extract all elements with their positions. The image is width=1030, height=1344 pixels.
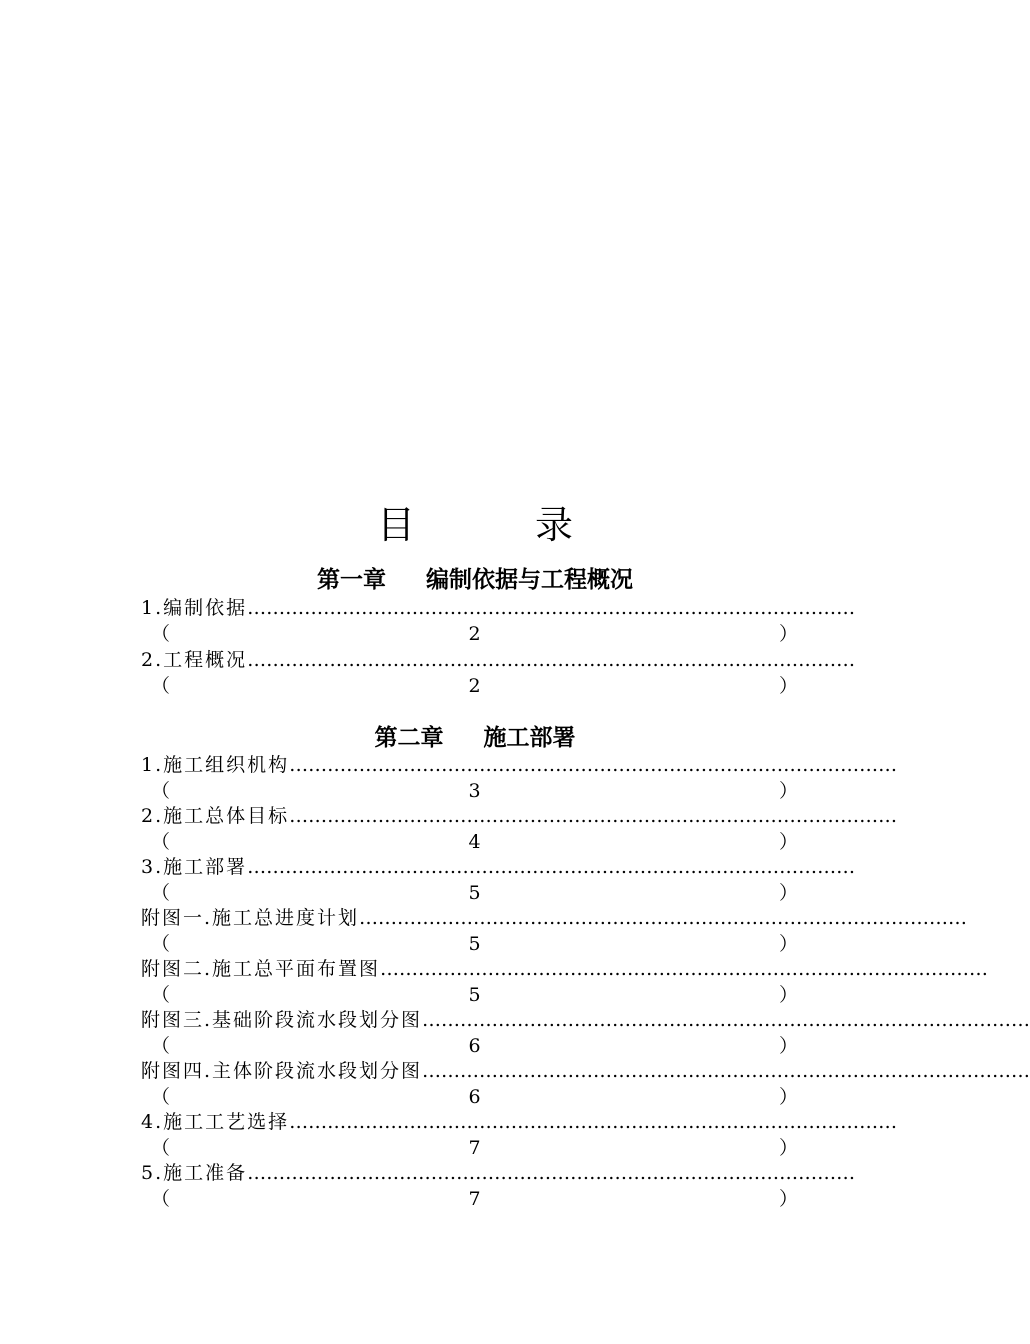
page-number: 4 [468, 831, 481, 853]
open-paren: （ [151, 780, 171, 802]
toc-title-right: 录 [535, 503, 574, 547]
open-paren: （ [151, 1035, 171, 1057]
leader-dots: …………………………………………………………………………………… [247, 856, 856, 878]
chapter-heading-2 [0, 723, 950, 753]
entry-label: 2.施工总体目标 [141, 805, 290, 827]
leader-dots: …………………………………………………………………………………… [289, 1111, 898, 1133]
open-paren: （ [151, 1086, 171, 1108]
toc-entry[interactable] [141, 956, 989, 1008]
open-paren: （ [151, 933, 171, 955]
close-paren: ） [778, 780, 798, 802]
close-paren: ） [778, 1188, 798, 1210]
page-number: 6 [468, 1086, 481, 1108]
open-paren: （ [151, 623, 171, 645]
entry-label: 5.施工准备 [141, 1162, 248, 1184]
toc-entry[interactable] [141, 752, 898, 804]
leader-dots: …………………………………………………………………………………… [289, 805, 898, 827]
page-number: 3 [468, 780, 481, 802]
close-paren: ） [778, 1086, 798, 1108]
toc-entry[interactable] [141, 1007, 1030, 1059]
entry-label: 1.编制依据 [141, 597, 248, 619]
toc-entry[interactable] [141, 803, 898, 855]
chapter-number: 第一章 [317, 567, 386, 593]
toc-entry[interactable] [141, 1109, 898, 1161]
leader-dots: …………………………………………………………………………………… [289, 754, 898, 776]
toc-title [0, 500, 950, 550]
entry-label: 附图四.主体阶段流水段划分图 [141, 1060, 423, 1082]
close-paren: ） [778, 984, 798, 1006]
toc-title-left: 目 [376, 503, 415, 547]
leader-dots: …………………………………………………………………………………… [247, 597, 856, 619]
leader-dots: …………………………………………………………………………………… [359, 907, 968, 929]
open-paren: （ [151, 1188, 171, 1210]
leader-dots: …………………………………………………………………………………… [247, 649, 856, 671]
page-number: 5 [468, 882, 481, 904]
close-paren: ） [778, 675, 798, 697]
open-paren: （ [151, 984, 171, 1006]
leader-dots: …………………………………………………………………………………… [247, 1162, 856, 1184]
entry-label: 附图二.施工总平面布置图 [141, 958, 381, 980]
entry-label: 2.工程概况 [141, 649, 248, 671]
page-number: 5 [468, 984, 481, 1006]
chapter-name: 编制依据与工程概况 [426, 567, 633, 593]
chapter-name: 施工部署 [483, 725, 576, 751]
entry-label: 附图一.施工总进度计划 [141, 907, 360, 929]
close-paren: ） [778, 1035, 798, 1057]
page-number: 5 [468, 933, 481, 955]
close-paren: ） [778, 882, 798, 904]
entry-label: 附图三.基础阶段流水段划分图 [141, 1009, 423, 1031]
page-number: 6 [468, 1035, 481, 1057]
leader-dots: …………………………………………………………………………………… [422, 1009, 1030, 1031]
page-number: 7 [468, 1188, 481, 1210]
toc-entry[interactable] [141, 647, 856, 699]
chapter-number: 第二章 [374, 725, 444, 751]
open-paren: （ [151, 882, 171, 904]
leader-dots: …………………………………………………………………………………… [422, 1060, 1030, 1082]
page-number: 2 [468, 623, 481, 645]
entry-label: 4.施工工艺选择 [141, 1111, 290, 1133]
chapter-heading-1 [0, 565, 950, 595]
toc-entry[interactable] [141, 854, 856, 906]
close-paren: ） [778, 831, 798, 853]
page-number: 2 [468, 675, 481, 697]
page-number: 7 [468, 1137, 481, 1159]
open-paren: （ [151, 831, 171, 853]
toc-entry[interactable] [141, 1160, 856, 1212]
open-paren: （ [151, 675, 171, 697]
open-paren: （ [151, 1137, 171, 1159]
leader-dots: …………………………………………………………………………………… [380, 958, 989, 980]
toc-entry[interactable] [141, 595, 856, 647]
close-paren: ） [778, 933, 798, 955]
entry-label: 1.施工组织机构 [141, 754, 290, 776]
toc-entry[interactable] [141, 905, 968, 957]
toc-entry[interactable] [141, 1058, 1030, 1110]
close-paren: ） [778, 623, 798, 645]
close-paren: ） [778, 1137, 798, 1159]
entry-label: 3.施工部署 [141, 856, 248, 878]
